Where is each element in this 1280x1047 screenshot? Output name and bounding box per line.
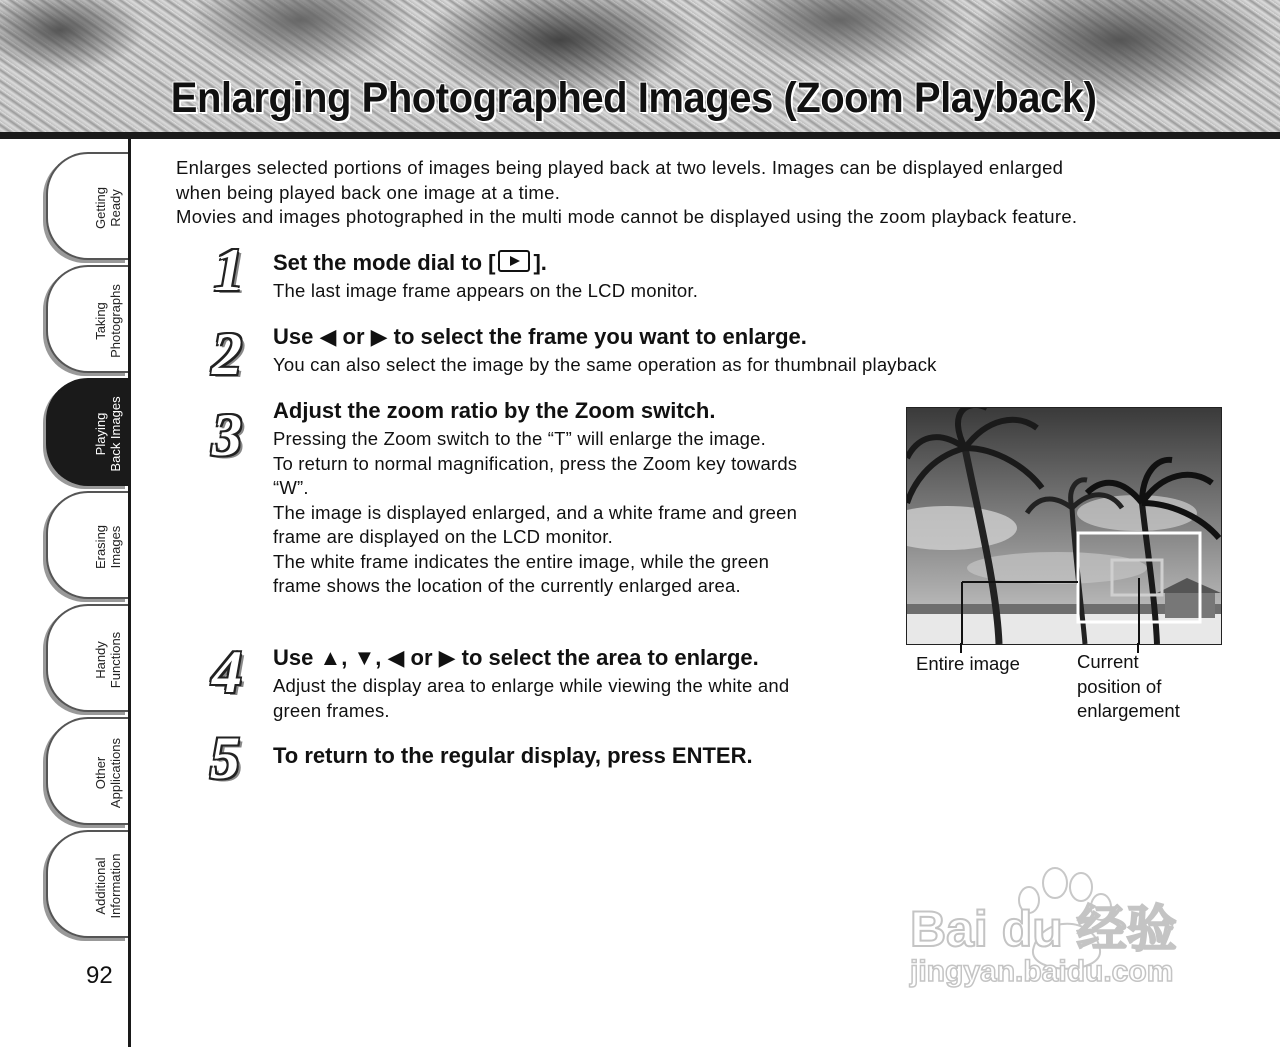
step-number-4: 4 <box>212 639 242 705</box>
intro-line: Enlarges selected portions of images being played back at two levels. Images can be displayed enlarged <box>176 157 1064 178</box>
intro-line: Movies and images photographed in the multi mode cannot be displayed using the zoom playback feature. <box>176 206 1078 227</box>
header-banner <box>0 0 1280 132</box>
page-title: Enlarging Photographed Images (Zoom Playback) <box>170 74 1097 122</box>
step-heading-1: Set the mode dial to [ ]. <box>273 250 547 275</box>
watermark-url: jingyan.baidu.com <box>910 955 1174 988</box>
play-icon <box>498 250 530 272</box>
step-body-4: Adjust the display area to enlarge while viewing the white and green frames. <box>273 675 790 721</box>
tab-playing-back-images[interactable] <box>46 378 128 486</box>
step-heading-4: Use ▲, ▼, ◀ or ▶ to select the area to enlarge. <box>273 645 759 670</box>
page-number: 92 <box>86 962 113 989</box>
tab-additional-information[interactable] <box>46 830 128 938</box>
beach-palm-illustration <box>907 408 1221 644</box>
tab-handy-functions[interactable] <box>46 604 128 712</box>
step-body-3: Pressing the Zoom switch to the “T” will enlarge the image. To return to normal magnification, press the Zoom key towards “W”. The image is displayed enlarged, and a white frame and green frame are displayed on the LCD monitor. The white frame indicates the entire image, while the green frame shows the location of the currently enlarged area. <box>273 428 798 596</box>
tab-erasing-images[interactable] <box>46 491 128 599</box>
step-heading-3: Adjust the zoom ratio by the Zoom switch. <box>273 398 716 423</box>
baidu-watermark <box>905 855 1205 1005</box>
step-number-5: 5 <box>210 725 240 791</box>
intro-paragraph <box>176 156 1236 230</box>
step-heading-5: To return to the regular display, press ENTER. <box>273 743 753 768</box>
step-heading-2: Use ◀ or ▶ to select the frame you want to enlarge. <box>273 324 807 349</box>
step-body-1: The last image frame appears on the LCD monitor. <box>273 280 699 301</box>
intro-line: when being played back one image at a time. <box>176 181 561 203</box>
tab-label: Other Applications <box>93 737 123 809</box>
sidebar-divider <box>128 139 131 1047</box>
step-body-2: You can also select the image by the same operation as for thumbnail playback <box>273 354 937 375</box>
zoom-playback-photo <box>906 407 1222 645</box>
step-number-3: 3 <box>212 402 242 468</box>
step-number-2: 2 <box>212 321 242 387</box>
tab-other-applications[interactable] <box>46 717 128 825</box>
tab-taking-photographs[interactable] <box>46 265 128 373</box>
header-rule <box>0 132 1280 139</box>
tab-label: Playing Back Images <box>93 396 123 472</box>
watermark-brand: Bai du 经验 <box>910 901 1177 957</box>
tab-label: Erasing Images <box>93 524 123 570</box>
caption-entire-image: Entire image <box>916 653 1020 674</box>
tab-label: Taking Photographs <box>93 284 123 358</box>
tab-label: Handy Functions <box>93 631 123 689</box>
caption-current-position: Current position of enlargement <box>1077 651 1180 721</box>
tab-label: Getting Ready <box>93 187 123 229</box>
step-number-1: 1 <box>214 237 244 303</box>
tab-label: Additional Information <box>93 853 123 919</box>
tab-getting-ready[interactable] <box>46 152 128 260</box>
